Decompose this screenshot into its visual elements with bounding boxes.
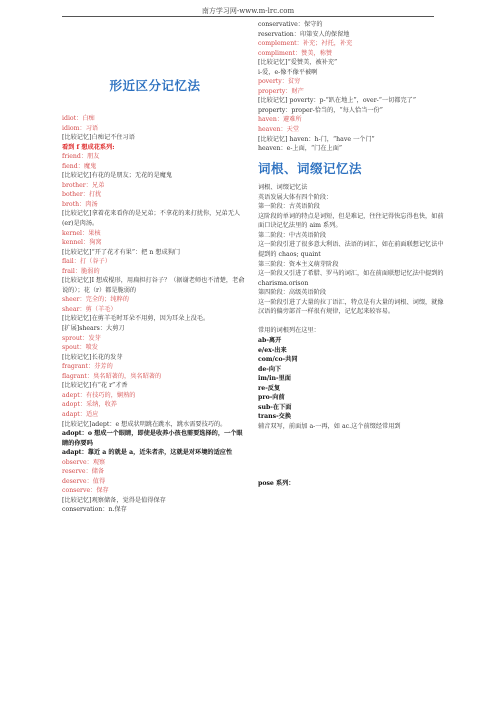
prefix-item-line: pro-向前 xyxy=(258,394,285,402)
prefix-intro: 常用的词根列在这里： xyxy=(258,327,320,335)
left-text-line: [比较记忆]I 想成棍形，用扁担打谷子？（据谢老师也不清楚，老俞说的）；花（r）都是脆弱的 xyxy=(62,277,245,294)
right-text-line: [比较记忆] poverty：p-“趴在地上”，over-“一切都完了” xyxy=(258,97,417,105)
history-text-line: 这一阶段又引进了希腊、罗马的词汇，如在前面联想记忆法中提到的 charisma.orison xyxy=(258,270,444,287)
left-text-line: bother：打扰 xyxy=(62,191,102,199)
header-rule xyxy=(62,16,434,17)
left-text-line: reserve：储备 xyxy=(62,468,105,476)
left-text-line: shear：剪（羊毛） xyxy=(62,305,117,313)
left-text-line: adapt：适应 xyxy=(62,410,99,418)
right-text-line: [比较记忆] haven：h-门，“have 一个门” xyxy=(258,135,375,143)
right-middle-block xyxy=(258,183,444,317)
right-text-line: property：财产 xyxy=(258,87,304,95)
left-text-line: [比较记忆]观察储备，觉得是值得保存 xyxy=(62,496,166,504)
left-text-line: brother：兄弟 xyxy=(62,181,105,189)
prefix-item-line: ab-离开 xyxy=(258,336,282,344)
history-text-line: 第一阶段：古英语阶段 xyxy=(258,203,320,211)
left-text-line: [比较记忆]长花的发芽 xyxy=(62,353,123,361)
left-text-line: kennel：狗窝 xyxy=(62,239,102,247)
section-title-1: 形近区分记忆法 xyxy=(109,78,201,93)
prefix-item-line: de-向下 xyxy=(258,365,282,373)
history-text-line: 这一阶段引进了大量的拉丁语汇，特点是有大量的词根、词缀，就像汉语的偏旁部首一样很有规律，记忆起来较容易。 xyxy=(258,298,444,316)
right-text-line: heaven：e-上面，“门在上面” xyxy=(258,145,343,153)
prefix-item-line: e/ex-出来 xyxy=(258,346,287,354)
left-text-line: frail：脆弱的 xyxy=(62,267,100,275)
right-text-line: [比较记忆]“爱赞美，被补充” xyxy=(258,59,338,67)
history-text-line: 第三阶段：资本主义萌芽阶段 xyxy=(258,260,339,268)
page-header: 南方学习网-www.m-lrc.com xyxy=(201,7,295,15)
left-text-line: idiom：习语 xyxy=(62,124,99,132)
right-text-line: complement：补充；衬托，补充 xyxy=(258,40,353,48)
left-text-line: [比较记忆]白痴记不住习语 xyxy=(62,134,135,142)
left-text-line: [比较记忆]拿着花来看你的是兄弟；不拿花的来打扰你，兄弟无人(er)是肉汤。 xyxy=(62,210,241,228)
left-text-line: spout：喷发 xyxy=(62,344,98,352)
left-text-line: flail：打（谷子） xyxy=(62,258,111,266)
left-text-line: flagrant：臭名昭著的，臭名昭著的 xyxy=(62,372,162,380)
left-text-line: [比较记忆]“开了花才有果”：把 n 想成狗门 xyxy=(62,248,181,256)
left-text-line: idiot：白痴 xyxy=(62,115,95,122)
left-text-line: broth：肉汤 xyxy=(62,200,98,208)
prefix-item-line: im/in-里面 xyxy=(258,375,291,383)
left-text-line: adopt：o 想成一个眼睛，即使是收养小孩也需要选择的，一个眼睛的你要吗 xyxy=(62,430,243,447)
left-text-line: [比较记忆]adept：e 想成状明跳在跳水，跳水需要技巧的。 xyxy=(62,420,227,428)
history-text-line: 第二阶段：中古英语阶段 xyxy=(258,231,327,239)
right-text-line: i-爱，e-像不像平被啊 xyxy=(258,68,318,76)
right-column xyxy=(258,20,444,489)
left-text-line: adopt：采纳，收养 xyxy=(62,401,117,409)
history-text-line: 第四阶段：高级英语阶段 xyxy=(258,289,327,297)
left-text-line: [扩展]shears：大剪刀 xyxy=(62,325,125,333)
left-text-line: conservation：n.保存 xyxy=(62,506,127,514)
prefix-item-line: trans-交换 xyxy=(258,413,292,421)
left-text-line: fragrant：芬芳的 xyxy=(62,363,113,371)
left-text-line: [比较记忆]在剪羊毛时耳朵不用剪，因为耳朵上没毛。 xyxy=(62,315,210,323)
prefix-item-line: re-反复 xyxy=(258,384,281,392)
section-title-2: 词根、词缀记忆法 xyxy=(258,160,363,176)
right-text-line: compliment：赞美，称赞 xyxy=(258,49,333,57)
prefix-note: 辅音双写，前面加 a-一再，如 ac.这个前缀经常用到 xyxy=(258,422,401,430)
history-text-line: 这一阶段引进了很多意大利语、法语的词汇，如在前面联想记忆法中提到的 chaos; quaint xyxy=(258,241,444,259)
left-text-line: [比较记忆]有“花 r”才香 xyxy=(62,382,128,390)
right-text-line: haven：避难所 xyxy=(258,116,302,124)
left-text-line: sprout：发芽 xyxy=(62,334,101,342)
right-text-line: property：proper-恰当的，“每人恰当一份” xyxy=(258,106,383,114)
left-text-line: adapt：靠近 a 的就是 a，近朱者赤，这就是对环境的适应性 xyxy=(62,449,233,457)
right-text-line: conservative：保守的 xyxy=(258,21,323,28)
left-text-line: sheer：完全的；纯粹的 xyxy=(62,296,129,304)
right-text-line: poverty：贫穷 xyxy=(258,78,301,86)
left-text-line: observe：观察 xyxy=(62,458,106,466)
right-text-line: reservation：印第安人的保留地 xyxy=(258,30,350,38)
left-text-line: adept：有技巧的，娴熟的 xyxy=(62,391,136,399)
right-text-line: heaven：天堂 xyxy=(258,126,300,134)
right-top-block xyxy=(258,20,444,154)
prefix-item-line: sub-在下面 xyxy=(258,403,292,411)
left-text-line: fiend：魔鬼 xyxy=(62,162,97,170)
history-text-line: 英语发展大体有四个阶段： xyxy=(258,193,333,201)
left-column xyxy=(62,114,248,515)
prefix-list xyxy=(258,336,444,422)
left-text-line: [比较记忆]有花的是朋友；无花的是魔鬼 xyxy=(62,172,173,180)
history-text-line: 这阶段的单词的特点是词短，但是难记，往往记得快忘得也快，如前面口诀记忆法里的 aim 系列。 xyxy=(258,212,444,230)
left-text-line: kernel：果核 xyxy=(62,229,101,237)
prefix-item-line: com/co-共同 xyxy=(258,356,298,364)
left-text-line: deserve：值得 xyxy=(62,477,106,485)
left-text-line: 看到 f 想成花系列: xyxy=(62,143,115,151)
left-text-line: friend：朋友 xyxy=(62,153,100,161)
history-text-line: 词根、词缀记忆法 xyxy=(258,184,308,192)
left-text-line: conserve：保存 xyxy=(62,487,109,495)
pose-series-heading: pose 系列： xyxy=(258,480,295,488)
